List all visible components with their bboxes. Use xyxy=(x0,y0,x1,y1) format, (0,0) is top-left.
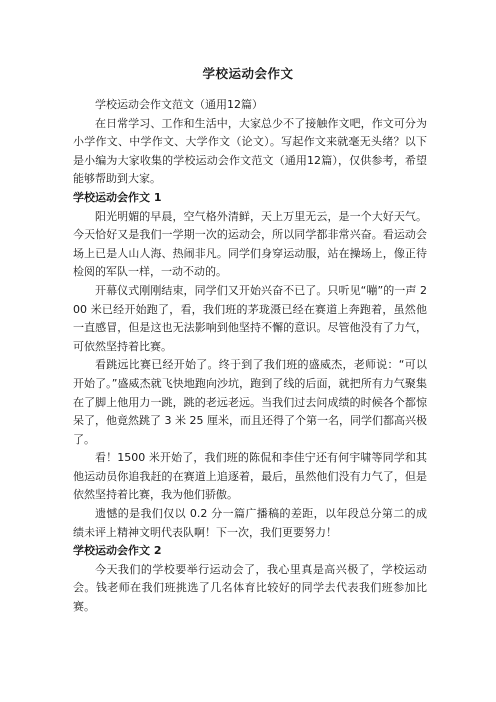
paragraph: 看跳远比赛已经开始了。终于到了我们班的盛威杰，老师说：“可以开始了。”盛威杰就飞快地跑向沙坑，跑到了线的后面，就把所有力气聚集在了脚上他用力一跳，跳的老远老远。当我们过去问成绩的时候各个都惊呆了，他竟然跳了 3 米 25 厘米，而且还得了个第一名，同学们都高兴极了。 xyxy=(73,358,427,446)
document-body xyxy=(73,96,427,617)
section-heading: 学校运动会作文 1 xyxy=(73,190,162,204)
intro-subtitle: 学校运动会作文范文（通用12篇） xyxy=(95,98,263,111)
document-title: 学校运动会作文 xyxy=(202,66,294,81)
paragraph: 开幕仪式刚刚结束，同学们又开始兴奋不已了。只听见“嘣”的一声 200 米已经开始跑了，看，我们班的茅珑滠已经在赛道上奔跑着，虽然他一直感冒，但是这也无法影响到他坚持不懈的意识。尽管他没有了力气，可依然坚持着比赛。 xyxy=(73,283,427,353)
paragraph: 阳光明媚的早晨，空气格外清鲜，天上万里无云，是一个大好天气。今天恰好又是我们一学期一次的运动会，所以同学都非常兴奋。看运动会场上已是人山人海、热闹非凡。同学们身穿运动服，站在操场上，像正待检阅的军队一样，一动不动的。 xyxy=(73,209,427,279)
paragraph: 遗憾的是我们仅以 0.2 分一篇广播稿的差距，以年段总分第二的成绩未评上精神文明代表队啊！下一次，我们更要努力！ xyxy=(73,507,427,539)
paragraph: 今天我们的学校要举行运动会了，我心里真是高兴极了，学校运动会。钱老师在我们班挑选了几名体育比较好的同学去代表我们班参加比赛。 xyxy=(73,562,427,614)
intro-paragraph: 在日常学习、工作和生活中，大家总少不了接触作文吧，作文可分为小学作文、中学作文、大学作文（论文）。写起作文来就毫无头绪？以下是小编为大家收集的学校运动会作文范文（通用12篇），仅供参考，希望能够帮助到大家。 xyxy=(73,116,427,186)
paragraph: 看！1500 米开始了，我们班的陈侃和李佳宁还有何宇啸等同学和其他运动员你追我赶的在赛道上追逐着，最后，虽然他们没有力气了，但是依然坚持着比赛，我为他们骄傲。 xyxy=(73,451,427,502)
section-heading: 学校运动会作文 2 xyxy=(73,544,162,558)
